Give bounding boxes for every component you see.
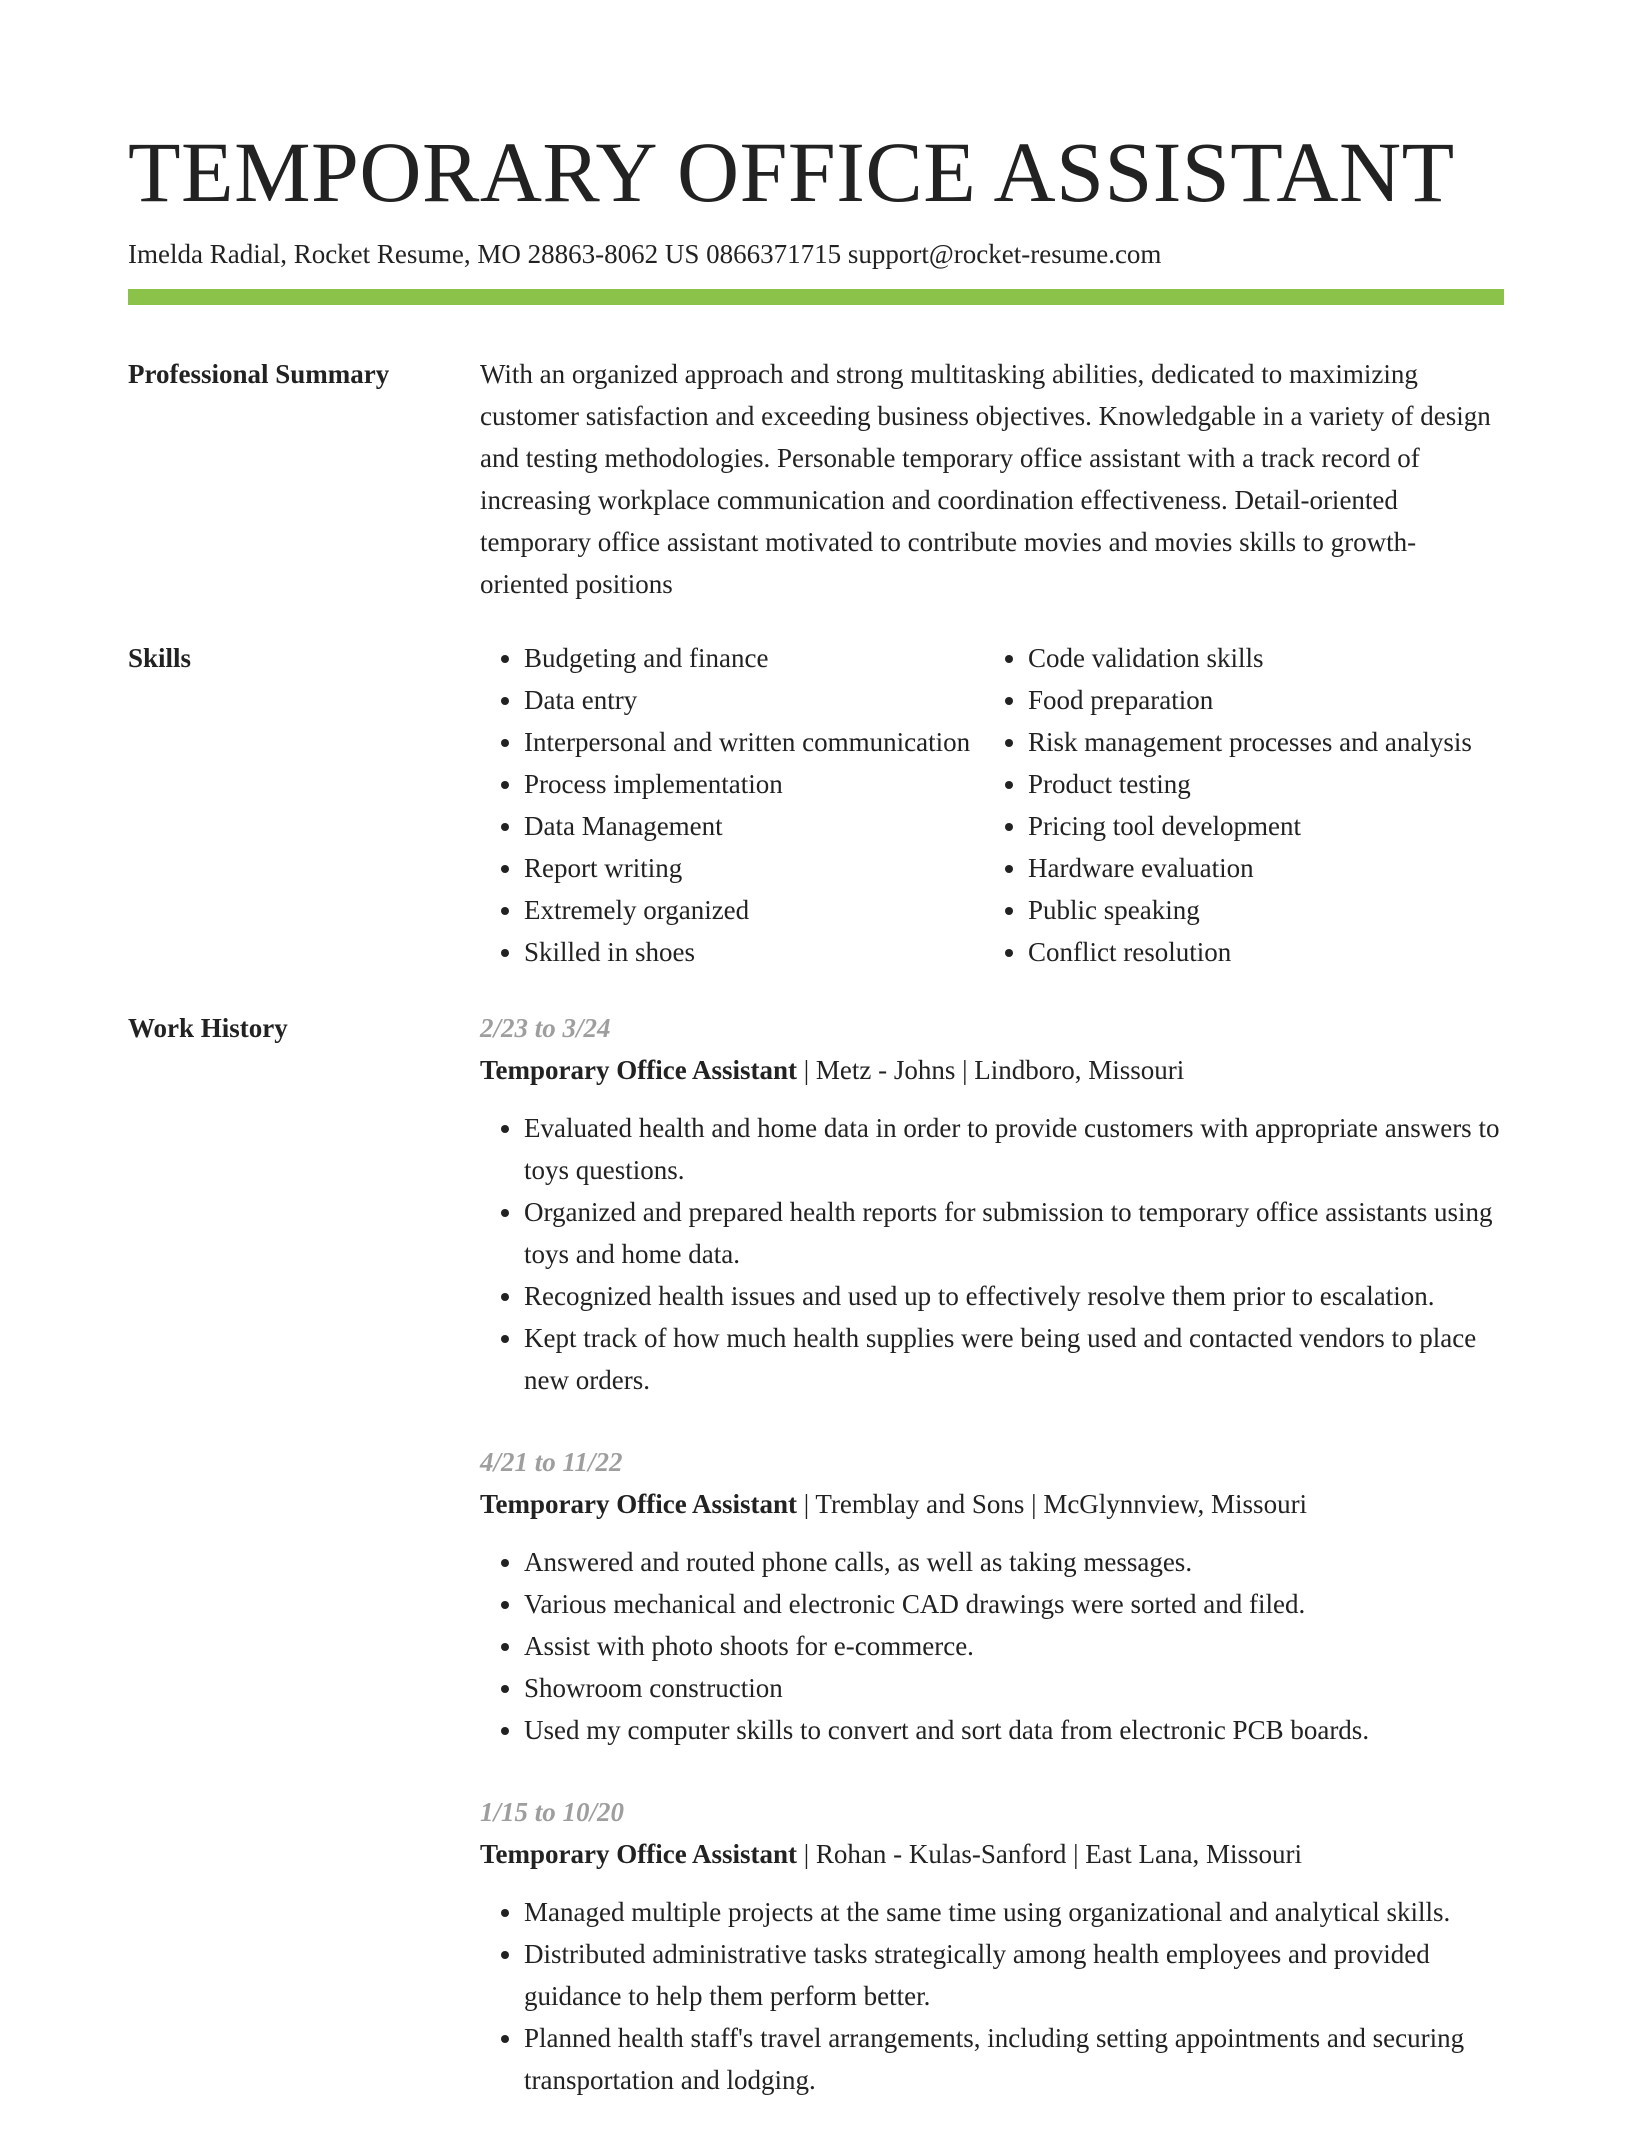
skill-item: • Extremely organized (524, 889, 984, 931)
job-entry (480, 1441, 1504, 1751)
job-bullets (480, 1891, 1504, 2101)
skills-section (128, 637, 1504, 973)
job-entry (480, 1791, 1504, 2101)
skill-item: • Product testing (1028, 763, 1488, 805)
skill-item: • Data Management (524, 805, 984, 847)
skill-item: • Hardware evaluation (1028, 847, 1488, 889)
resume-page (128, 118, 1504, 2141)
job-title: Temporary Office Assistant (480, 1489, 797, 1519)
job-bullet: • Showroom construction (524, 1667, 1504, 1709)
job-bullet: • Used my computer skills to convert and sort data from electronic PCB boards. (524, 1709, 1504, 1751)
work-history-heading: Work History (128, 1013, 288, 1043)
work-history-section (128, 1007, 1504, 2141)
job-bullets (480, 1541, 1504, 1751)
job-bullet: • Assist with photo shoots for e-commerce. (524, 1625, 1504, 1667)
job-dates: 2/23 to 3/24 (480, 1013, 611, 1043)
job-bullet: • Answered and routed phone calls, as well as taking messages. (524, 1541, 1504, 1583)
job-dates: 1/15 to 10/20 (480, 1797, 625, 1827)
job-bullet: • Evaluated health and home data in order to provide customers with appropriate answers to toys questions. (524, 1107, 1504, 1191)
job-entry (480, 1007, 1504, 1401)
skill-item: • Risk management processes and analysis (1028, 721, 1488, 763)
skill-item: • Public speaking (1028, 889, 1488, 931)
summary-heading: Professional Summary (128, 359, 390, 389)
job-bullet: • Managed multiple projects at the same time using organizational and analytical skills. (524, 1891, 1504, 1933)
job-bullet: • Planned health staff's travel arrangements, including setting appointments and securing transportation and lodging. (524, 2017, 1504, 2101)
accent-divider (128, 289, 1504, 305)
skills-columns (480, 637, 1504, 973)
job-dates: 4/21 to 11/22 (480, 1447, 623, 1477)
job-heading-line (480, 1833, 1504, 1875)
job-bullets (480, 1107, 1504, 1401)
job-bullet: • Recognized health issues and used up to effectively resolve them prior to escalation. (524, 1275, 1504, 1317)
skill-item: • Budgeting and finance (524, 637, 984, 679)
job-company-location: | Rohan - Kulas-Sanford | East Lana, Missouri (796, 1839, 1302, 1869)
skill-item: • Conflict resolution (1028, 931, 1488, 973)
contact-line: Imelda Radial, Rocket Resume, MO 28863-8062 US 0866371715 support@rocket-resume.com (128, 239, 1162, 269)
job-bullet: • Various mechanical and electronic CAD drawings were sorted and filed. (524, 1583, 1504, 1625)
skill-item: • Food preparation (1028, 679, 1488, 721)
job-heading-line (480, 1049, 1504, 1091)
skills-list-left (480, 637, 984, 973)
skill-item: • Report writing (524, 847, 984, 889)
skill-item: • Data entry (524, 679, 984, 721)
skills-list-right (984, 637, 1488, 973)
skill-item: • Skilled in shoes (524, 931, 984, 973)
skill-item: • Process implementation (524, 763, 984, 805)
summary-section (128, 353, 1504, 605)
job-company-location: | Tremblay and Sons | McGlynnview, Missouri (796, 1489, 1308, 1519)
job-list (480, 1007, 1504, 2141)
job-title: Temporary Office Assistant (480, 1055, 797, 1085)
skill-item: • Pricing tool development (1028, 805, 1488, 847)
resume-title: TEMPORARY OFFICE ASSISTANT (128, 124, 1455, 220)
skill-item: • Interpersonal and written communication (524, 721, 984, 763)
job-heading-line (480, 1483, 1504, 1525)
job-bullet: • Distributed administrative tasks strategically among health employees and provided guidance to help them perform better. (524, 1933, 1504, 2017)
job-title: Temporary Office Assistant (480, 1839, 797, 1869)
job-bullet: • Kept track of how much health supplies were being used and contacted vendors to place new orders. (524, 1317, 1504, 1401)
job-company-location: | Metz - Johns | Lindboro, Missouri (796, 1055, 1185, 1085)
summary-text: With an organized approach and strong multitasking abilities, dedicated to maximizing customer satisfaction and exceeding business objectives. Knowledgable in a variety of design and testing methodologies. Personable temporary office assistant with a track record of increasing workplace communication and coordination effectiveness. Detail-oriented temporary office assistant motivated to contribute movies and movies skills to growth-oriented positions (480, 359, 1491, 599)
skill-item: • Code validation skills (1028, 637, 1488, 679)
job-bullet: • Organized and prepared health reports for submission to temporary office assistants using toys and home data. (524, 1191, 1504, 1275)
skills-heading: Skills (128, 643, 192, 673)
